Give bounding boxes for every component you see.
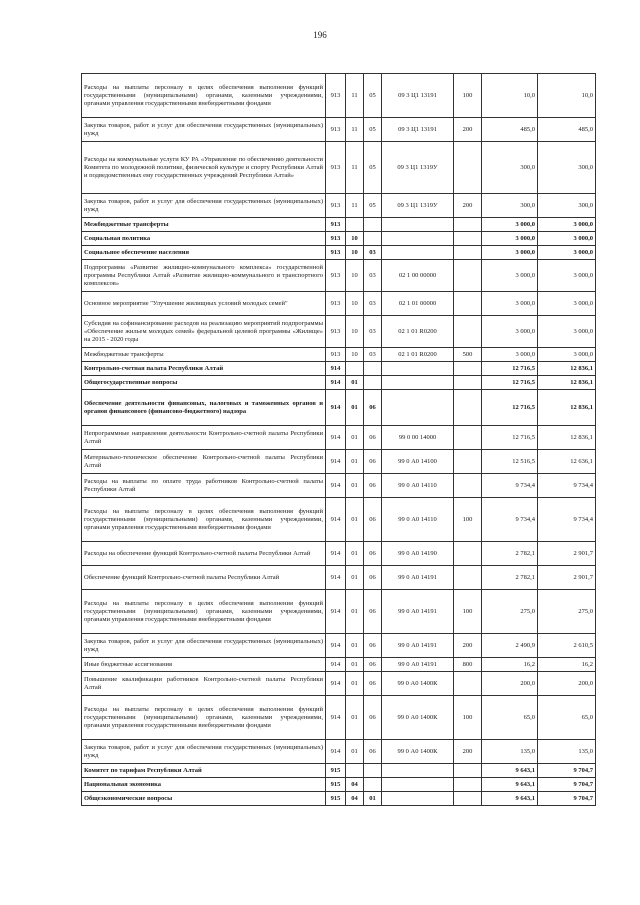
table-row (82, 390, 596, 426)
admin-code: 914 (326, 362, 346, 376)
admin-code: 914 (326, 426, 346, 450)
expense-type-code (454, 792, 482, 806)
amount-year2: 12 836,1 (538, 362, 596, 376)
expense-type-code: 100 (454, 498, 482, 542)
amount-year1: 12 716,5 (482, 426, 538, 450)
expense-type-code (454, 474, 482, 498)
expense-type-code: 100 (454, 74, 482, 118)
row-name: Закупка товаров, работ и услуг для обеспечения государственных (муниципальных) нужд (82, 194, 326, 218)
row-name: Закупка товаров, работ и услуг для обеспечения государственных (муниципальных) нужд (82, 634, 326, 658)
expense-type-code: 800 (454, 658, 482, 672)
subsection-code: 06 (364, 566, 382, 590)
section-code: 01 (346, 542, 364, 566)
expense-type-code (454, 450, 482, 474)
table-row (82, 542, 596, 566)
amount-year1: 200,0 (482, 672, 538, 696)
row-name: Закупка товаров, работ и услуг для обеспечения государственных (муниципальных) нужд (82, 118, 326, 142)
amount-year1: 3 000,0 (482, 316, 538, 348)
table-row (82, 590, 596, 634)
table-row (82, 316, 596, 348)
table-row (82, 740, 596, 764)
target-article-code (382, 764, 454, 778)
admin-code: 914 (326, 658, 346, 672)
amount-year1: 300,0 (482, 194, 538, 218)
amount-year1: 10,0 (482, 74, 538, 118)
amount-year1: 2 782,1 (482, 542, 538, 566)
admin-code: 914 (326, 498, 346, 542)
amount-year1: 275,0 (482, 590, 538, 634)
row-name: Закупка товаров, работ и услуг для обеспечения государственных (муниципальных) нужд (82, 740, 326, 764)
amount-year2: 3 000,0 (538, 260, 596, 292)
amount-year1: 3 000,0 (482, 246, 538, 260)
target-article-code: 02 1 01 R0200 (382, 316, 454, 348)
section-code: 01 (346, 376, 364, 390)
subsection-code: 06 (364, 634, 382, 658)
amount-year1: 9 734,4 (482, 498, 538, 542)
amount-year2: 12 836,1 (538, 426, 596, 450)
target-article-code (382, 232, 454, 246)
admin-code: 913 (326, 194, 346, 218)
subsection-code (364, 218, 382, 232)
admin-code: 914 (326, 566, 346, 590)
section-code: 01 (346, 590, 364, 634)
amount-year2: 9 734,4 (538, 474, 596, 498)
subsection-code: 03 (364, 260, 382, 292)
section-code: 01 (346, 634, 364, 658)
row-name: Расходы на обеспечение функций Контрольно-счетной палаты Республики Алтай (82, 542, 326, 566)
table-row (82, 672, 596, 696)
amount-year2: 9 704,7 (538, 792, 596, 806)
amount-year1: 9 734,4 (482, 474, 538, 498)
target-article-code: 09 3 Ц1 1319У (382, 142, 454, 194)
admin-code: 914 (326, 390, 346, 426)
table-row (82, 426, 596, 450)
table-row (82, 348, 596, 362)
section-code: 01 (346, 672, 364, 696)
section-code: 10 (346, 260, 364, 292)
table-row (82, 498, 596, 542)
table-row (82, 362, 596, 376)
target-article-code: 99 0 А0 1400К (382, 696, 454, 740)
table-row (82, 292, 596, 316)
amount-year2: 3 000,0 (538, 348, 596, 362)
amount-year2: 12 636,1 (538, 450, 596, 474)
amount-year1: 485,0 (482, 118, 538, 142)
section-code: 11 (346, 142, 364, 194)
table-row (82, 696, 596, 740)
row-name: Социальная политика (82, 232, 326, 246)
row-name: Расходы на выплаты персоналу в целях обеспечения выполнения функций государственными (муниципальными) органами, казенными учреждениями, органами управления государственными внебюджетными фондами (82, 74, 326, 118)
subsection-code: 03 (364, 246, 382, 260)
amount-year1: 65,0 (482, 696, 538, 740)
admin-code: 913 (326, 142, 346, 194)
row-name: Подпрограмма «Развитие жилищно-коммунального комплекса» государственной программы Республики Алтай «Развитие жилищно-коммунального и транспортного комплексов» (82, 260, 326, 292)
subsection-code: 03 (364, 348, 382, 362)
section-code: 01 (346, 474, 364, 498)
subsection-code: 05 (364, 118, 382, 142)
row-name: Обеспечение функций Контрольно-счетной палаты Республики Алтай (82, 566, 326, 590)
amount-year1: 12 716,5 (482, 362, 538, 376)
section-code: 10 (346, 232, 364, 246)
amount-year2: 12 836,1 (538, 376, 596, 390)
section-code: 10 (346, 348, 364, 362)
expense-type-code (454, 246, 482, 260)
section-code: 01 (346, 498, 364, 542)
row-name: Расходы на выплаты персоналу в целях обеспечения выполнения функций государственными (муниципальными) органами, казенными учреждениями, органами управления государственными внебюджетными фондами (82, 498, 326, 542)
expense-type-code (454, 362, 482, 376)
row-name: Расходы на коммунальные услуги КУ РА «Управление по обеспечению деятельности Комитета по молодежной политике, физической культуре и спорту Республики Алтай и подведомственных ему государственных учреждений Республики Алтай» (82, 142, 326, 194)
expense-type-code (454, 542, 482, 566)
admin-code: 913 (326, 218, 346, 232)
section-code: 01 (346, 658, 364, 672)
table-row (82, 566, 596, 590)
amount-year1: 16,2 (482, 658, 538, 672)
section-code: 01 (346, 696, 364, 740)
expense-type-code (454, 292, 482, 316)
admin-code: 913 (326, 246, 346, 260)
admin-code: 914 (326, 590, 346, 634)
subsection-code (364, 376, 382, 390)
subsection-code: 06 (364, 450, 382, 474)
row-name: Социальное обеспечение населения (82, 246, 326, 260)
table-row (82, 764, 596, 778)
row-name: Обеспечение деятельности финансовых, налоговых и таможенных органов и органов финансового (финансово-бюджетного) надзора (82, 390, 326, 426)
expense-type-code: 200 (454, 194, 482, 218)
target-article-code: 99 0 А0 14110 (382, 474, 454, 498)
target-article-code: 99 0 А0 14191 (382, 566, 454, 590)
subsection-code: 06 (364, 658, 382, 672)
admin-code: 914 (326, 474, 346, 498)
row-name: Общеэкономические вопросы (82, 792, 326, 806)
amount-year1: 3 000,0 (482, 218, 538, 232)
expense-type-code (454, 778, 482, 792)
section-code (346, 764, 364, 778)
admin-code: 913 (326, 74, 346, 118)
section-code (346, 218, 364, 232)
row-name: Расходы на выплаты персоналу в целях обеспечения выполнения функций государственными (муниципальными) органами, казенными учреждениями, органами управления государственными внебюджетными фондами (82, 696, 326, 740)
admin-code: 913 (326, 232, 346, 246)
target-article-code: 09 3 Ц1 13191 (382, 74, 454, 118)
subsection-code: 05 (364, 142, 382, 194)
subsection-code: 06 (364, 474, 382, 498)
admin-code: 913 (326, 260, 346, 292)
expense-type-code: 200 (454, 118, 482, 142)
expense-type-code: 200 (454, 634, 482, 658)
amount-year2: 200,0 (538, 672, 596, 696)
section-code: 11 (346, 74, 364, 118)
subsection-code: 06 (364, 696, 382, 740)
section-code: 01 (346, 390, 364, 426)
subsection-code: 06 (364, 672, 382, 696)
table-row (82, 194, 596, 218)
table-row (82, 74, 596, 118)
admin-code: 915 (326, 764, 346, 778)
target-article-code (382, 362, 454, 376)
section-code: 01 (346, 740, 364, 764)
admin-code: 914 (326, 672, 346, 696)
subsection-code: 06 (364, 542, 382, 566)
target-article-code: 99 0 А0 14100 (382, 450, 454, 474)
amount-year1: 2 490,9 (482, 634, 538, 658)
admin-code: 914 (326, 634, 346, 658)
admin-code: 914 (326, 450, 346, 474)
row-name: Межбюджетные трансферты (82, 348, 326, 362)
amount-year2: 3 000,0 (538, 292, 596, 316)
target-article-code (382, 376, 454, 390)
section-code: 01 (346, 450, 364, 474)
expense-type-code (454, 426, 482, 450)
expense-type-code (454, 672, 482, 696)
amount-year2: 12 836,1 (538, 390, 596, 426)
table-row (82, 792, 596, 806)
expense-type-code (454, 566, 482, 590)
subsection-code: 01 (364, 792, 382, 806)
target-article-code (382, 390, 454, 426)
expense-type-code (454, 376, 482, 390)
subsection-code: 06 (364, 498, 382, 542)
admin-code: 914 (326, 696, 346, 740)
row-name: Основное мероприятие "Улучшение жилищных условий молодых семей" (82, 292, 326, 316)
expense-type-code (454, 390, 482, 426)
table-row (82, 634, 596, 658)
subsection-code (364, 778, 382, 792)
subsection-code: 06 (364, 590, 382, 634)
expense-type-code: 500 (454, 348, 482, 362)
target-article-code: 99 0 А0 1400К (382, 740, 454, 764)
amount-year2: 65,0 (538, 696, 596, 740)
amount-year2: 300,0 (538, 194, 596, 218)
amount-year2: 3 000,0 (538, 218, 596, 232)
target-article-code: 09 3 Ц1 13191 (382, 118, 454, 142)
amount-year1: 3 000,0 (482, 292, 538, 316)
target-article-code: 09 3 Ц1 1319У (382, 194, 454, 218)
expense-type-code: 100 (454, 696, 482, 740)
subsection-code (364, 362, 382, 376)
admin-code: 913 (326, 292, 346, 316)
section-code: 01 (346, 426, 364, 450)
admin-code: 914 (326, 376, 346, 390)
subsection-code: 06 (364, 390, 382, 426)
amount-year1: 3 000,0 (482, 260, 538, 292)
subsection-code: 03 (364, 316, 382, 348)
amount-year1: 2 782,1 (482, 566, 538, 590)
target-article-code: 99 0 А0 1400К (382, 672, 454, 696)
table-row (82, 232, 596, 246)
target-article-code: 99 0 А0 14110 (382, 498, 454, 542)
section-code: 11 (346, 194, 364, 218)
subsection-code (364, 232, 382, 246)
admin-code: 915 (326, 792, 346, 806)
admin-code: 913 (326, 118, 346, 142)
amount-year2: 9 704,7 (538, 778, 596, 792)
amount-year2: 2 610,5 (538, 634, 596, 658)
expense-type-code (454, 232, 482, 246)
amount-year1: 12 716,5 (482, 376, 538, 390)
admin-code: 914 (326, 740, 346, 764)
row-name: Расходы на выплаты по оплате труда работников Контрольно-счетной палаты Республики Алтай (82, 474, 326, 498)
amount-year2: 275,0 (538, 590, 596, 634)
amount-year1: 9 643,1 (482, 792, 538, 806)
row-name: Субсидия на софинансирование расходов на реализацию мероприятий подпрограммы «Обеспечение жильем молодых семей» федеральной целевой программы «Жилище» на 2015 - 2020 годы (82, 316, 326, 348)
expense-type-code (454, 218, 482, 232)
amount-year2: 16,2 (538, 658, 596, 672)
row-name: Расходы на выплаты персоналу в целях обеспечения выполнения функций государственными (муниципальными) органами, казенными учреждениями, органами управления государственными внебюджетными фондами (82, 590, 326, 634)
amount-year1: 300,0 (482, 142, 538, 194)
table-row (82, 778, 596, 792)
subsection-code: 05 (364, 194, 382, 218)
table-row (82, 474, 596, 498)
amount-year1: 3 000,0 (482, 232, 538, 246)
section-code: 10 (346, 292, 364, 316)
section-code: 10 (346, 246, 364, 260)
target-article-code: 99 0 А0 14191 (382, 658, 454, 672)
amount-year2: 3 000,0 (538, 316, 596, 348)
table-row (82, 218, 596, 232)
page-number: 196 (313, 30, 327, 40)
section-code (346, 362, 364, 376)
amount-year1: 9 643,1 (482, 764, 538, 778)
target-article-code: 02 1 00 00000 (382, 260, 454, 292)
row-name: Национальная экономика (82, 778, 326, 792)
amount-year1: 12 716,5 (482, 390, 538, 426)
expense-type-code (454, 142, 482, 194)
amount-year2: 2 901,7 (538, 542, 596, 566)
subsection-code: 03 (364, 292, 382, 316)
amount-year2: 10,0 (538, 74, 596, 118)
row-name: Межбюджетные трансферты (82, 218, 326, 232)
amount-year1: 3 000,0 (482, 348, 538, 362)
amount-year2: 485,0 (538, 118, 596, 142)
row-name: Комитет по тарифам Республики Алтай (82, 764, 326, 778)
row-name: Повышение квалификации работников Контрольно-счетной палаты Республики Алтай (82, 672, 326, 696)
target-article-code: 99 0 А0 14190 (382, 542, 454, 566)
amount-year2: 3 000,0 (538, 232, 596, 246)
target-article-code (382, 778, 454, 792)
table-row (82, 246, 596, 260)
row-name: Контрольно-счетная палата Республики Алтай (82, 362, 326, 376)
section-code: 10 (346, 316, 364, 348)
amount-year1: 135,0 (482, 740, 538, 764)
expense-type-code (454, 764, 482, 778)
table-row (82, 450, 596, 474)
expense-type-code: 200 (454, 740, 482, 764)
target-article-code (382, 218, 454, 232)
table-row (82, 260, 596, 292)
target-article-code (382, 792, 454, 806)
target-article-code: 99 0 А0 14191 (382, 590, 454, 634)
admin-code: 913 (326, 348, 346, 362)
section-code: 04 (346, 778, 364, 792)
expense-type-code (454, 260, 482, 292)
subsection-code: 06 (364, 740, 382, 764)
table-row (82, 658, 596, 672)
table-row (82, 376, 596, 390)
amount-year2: 9 704,7 (538, 764, 596, 778)
subsection-code: 06 (364, 426, 382, 450)
subsection-code: 05 (364, 74, 382, 118)
amount-year2: 300,0 (538, 142, 596, 194)
row-name: Материально-техническое обеспечение Контрольно-счетной палаты Республики Алтай (82, 450, 326, 474)
admin-code: 914 (326, 542, 346, 566)
amount-year2: 135,0 (538, 740, 596, 764)
admin-code: 915 (326, 778, 346, 792)
admin-code: 913 (326, 316, 346, 348)
target-article-code: 02 1 01 00000 (382, 292, 454, 316)
amount-year2: 2 901,7 (538, 566, 596, 590)
section-code: 01 (346, 566, 364, 590)
target-article-code (382, 246, 454, 260)
target-article-code: 02 1 01 R0200 (382, 348, 454, 362)
subsection-code (364, 764, 382, 778)
table-row (82, 118, 596, 142)
expense-type-code (454, 316, 482, 348)
target-article-code: 99 0 00 14000 (382, 426, 454, 450)
target-article-code: 99 0 А0 14191 (382, 634, 454, 658)
table-row (82, 142, 596, 194)
amount-year1: 9 643,1 (482, 778, 538, 792)
section-code: 11 (346, 118, 364, 142)
row-name: Непрограммные направления деятельности Контрольно-счетной палаты Республики Алтай (82, 426, 326, 450)
amount-year2: 3 000,0 (538, 246, 596, 260)
row-name: Иные бюджетные ассигнования (82, 658, 326, 672)
expense-type-code: 100 (454, 590, 482, 634)
amount-year1: 12 516,5 (482, 450, 538, 474)
amount-year2: 9 734,4 (538, 498, 596, 542)
budget-table (81, 73, 596, 806)
section-code: 04 (346, 792, 364, 806)
row-name: Общегосударственные вопросы (82, 376, 326, 390)
